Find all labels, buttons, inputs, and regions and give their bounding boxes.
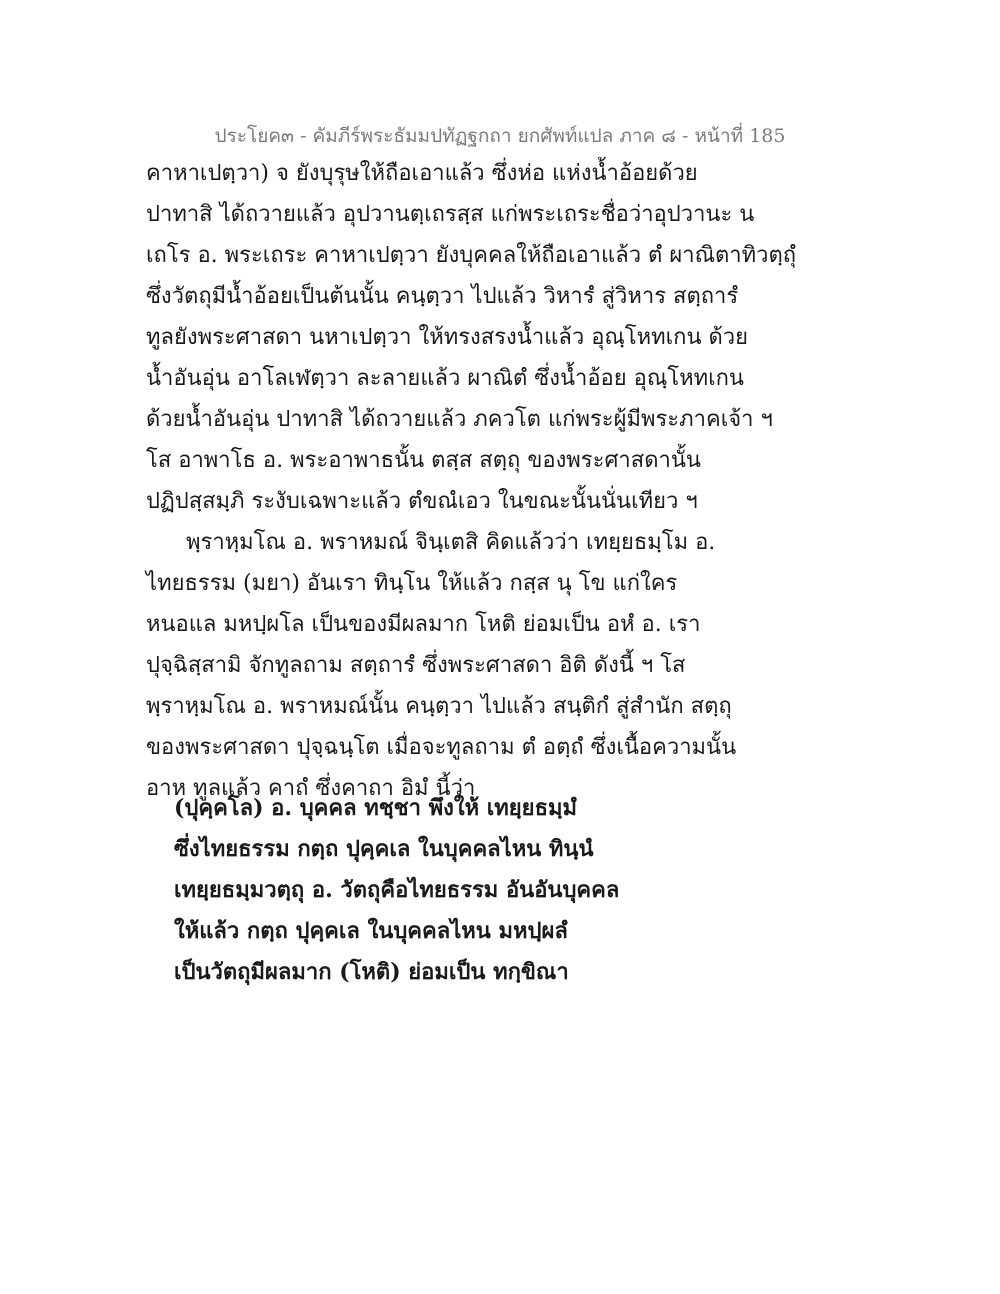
body-line: ทูลยังพระศาสดา นหาเปตฺวา ให้ทรงสรงน้ำแล้ว อุณฺโหทเกน ด้วย [146,325,749,350]
body-line: ไทยธรรม (มยา) อันเรา ทินฺโน ให้แล้ว กสฺส นุ โข แก่ใคร [146,571,678,596]
body-text [146,153,866,809]
body-line: อาห ทูลแล้ว คาถํ ซึ่งคาถา อิมํ นี้ว่า [146,776,476,801]
body-line: ด้วยน้ำอันอุ่น ปาทาสิ ได้ถวายแล้ว ภควโต แก่พระผู้มีพระภาคเจ้า ฯ [146,407,773,432]
page-header: ประโยค๓ - คัมภีร์พระธัมมปทัฏฐกถา ยกศัพท์แปล ภาค ๘ - หน้าที่ 185 [214,125,786,147]
body-line: คาหาเปตฺวา) จ ยังบุรุษให้ถือเอาแล้ว ซึ่งห่อ แห่งน้ำอ้อยด้วย [146,161,698,186]
body-line: ของพระศาสดา ปุจฺฉนฺโต เมื่อจะทูลถาม ตํ อตฺถํ ซึ่งเนื้อความนั้น [146,735,737,760]
body-line: เถโร อ. พระเถระ คาหาเปตฺวา ยังบุคคลให้ถือเอาแล้ว ตํ ผาณิตาทิวตฺถุํ [146,243,797,268]
verse-line: เป็นวัตถุมีผลมาก (โหติ) ย่อมเป็น ทกฺขิณา [174,959,569,985]
body-line: พฺราหฺมโณ อ. พราหมณ์นั้น คนฺตฺวา ไปแล้ว สนฺติกํ สู่สำนัก สตฺถุ [146,694,732,719]
verse-line: เทยฺยธมฺมวตฺถุ อ. วัตถุคือไทยธรรม อันอันบุคคล [174,877,620,903]
body-line: หนอแล มหปฺผโล เป็นของมีผลมาก โหติ ย่อมเป็น อหํ อ. เรา [146,612,701,637]
body-line: ปุจฺฉิสฺสามิ จักทูลถาม สตฺถารํ ซึ่งพระศาสดา อิติ ดังนี้ ฯ โส [146,653,686,678]
body-line: น้ำอันอุ่น อาโลเฬตฺวา ละลายแล้ว ผาณิตํ ซึ่งน้ำอ้อย อุณฺโหทเกน [146,366,744,391]
body-line: ปาทาสิ ได้ถวายแล้ว อุปวานตฺเถรสฺส แก่พระเถระชื่อว่าอุปวานะ น [146,202,755,227]
verse-line: (ปุคฺคโล) อ. บุคคล ทชฺชา พึงให้ เทยฺยธมฺมํ [174,795,578,821]
paragraph-start-line: พฺราหฺมโณ อ. พราหมณ์ จินฺเตสิ คิดแล้วว่า เทยฺยธมฺโม อ. [186,530,716,555]
body-line: โส อาพาโธ อ. พระอาพาธนั้น ตสฺส สตฺถุ ของพระศาสดานั้น [146,448,701,473]
verse-line: ให้แล้ว กตฺถ ปุคฺคเล ในบุคคลไหน มหปฺผลํ [174,918,568,944]
verse-line: ซึ่งไทยธรรม กตฺถ ปุคฺคเล ในบุคคลไหน ทินฺนํ [174,836,594,862]
body-line: ปฏิปสฺสมฺภิ ระงับเฉพาะแล้ว ตํขณํเอว ในขณะนั้นนั่นเทียว ฯ [146,489,698,514]
verse-block [174,788,874,993]
body-line: ซึ่งวัตถุมีน้ำอ้อยเป็นต้นนั้น คนฺตฺวา ไปแล้ว วิหารํ สู่วิหาร สตฺถารํ [146,284,739,309]
